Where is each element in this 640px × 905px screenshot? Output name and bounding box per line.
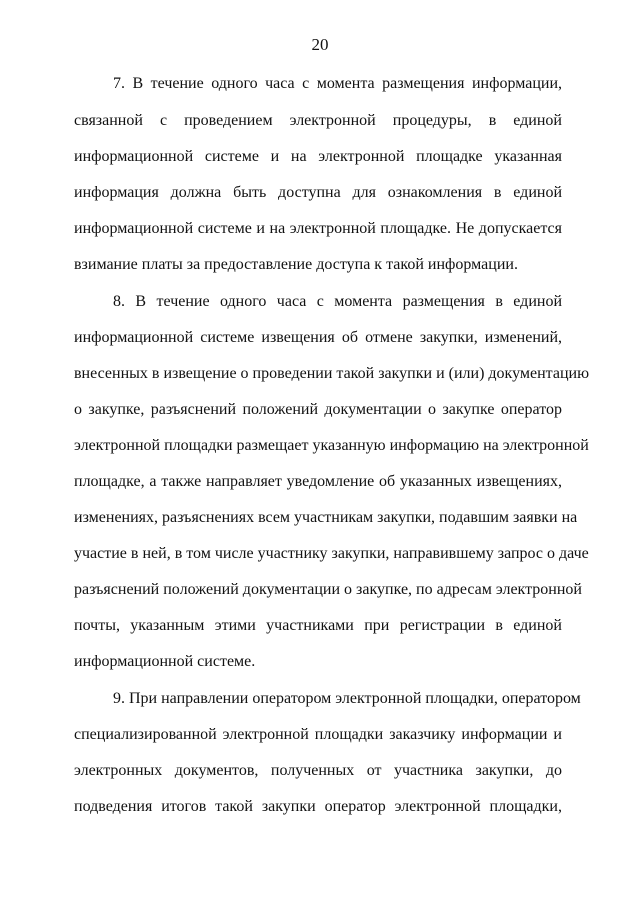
text-line: изменениях, разъяснениях всем участникам закупки, подавшим заявки на <box>74 509 578 526</box>
text-line: подведения итогов такой закупки оператор электронной площадки, <box>74 798 562 815</box>
text-line: электронных документов, полученных от участника закупки, до <box>74 762 562 779</box>
text-line: информационной системе. <box>74 653 256 670</box>
text-line: внесенных в извещение о проведении такой закупки и (или) документацию <box>74 365 590 382</box>
text-line: 8. В течение одного часа с момента размещения в единой <box>113 293 562 310</box>
text-line: взимание платы за предоставление доступа к такой информации. <box>74 256 518 273</box>
text-line: участие в ней, в том числе участнику закупки, направившему запрос о даче <box>74 545 589 562</box>
text-line: информационной системе извещения об отмене закупки, изменений, <box>74 329 562 346</box>
text-line: 7. В течение одного часа с момента размещения информации, <box>113 75 562 92</box>
text-line: разъяснений положений документации о закупке, по адресам электронной <box>74 581 582 598</box>
page-number: 20 <box>311 35 329 54</box>
text-line: информационной системе и на электронной площадке. Не допускается <box>74 220 562 237</box>
text-line: информационной системе и на электронной площадке указанная <box>74 148 562 165</box>
text-line: связанной с проведением электронной процедуры, в единой <box>74 112 562 129</box>
text-line: площадке, а также направляет уведомление об указанных извещениях, <box>74 473 562 490</box>
text-line: о закупке, разъяснений положений документации о закупке оператор <box>74 401 562 418</box>
text-line: 9. При направлении оператором электронной площадки, оператором <box>113 690 581 707</box>
text-line: почты, указанным этими участниками при регистрации в единой <box>74 617 562 634</box>
text-line: информация должна быть доступна для ознакомления в единой <box>74 184 562 201</box>
text-line: электронной площадки размещает указанную информацию на электронной <box>74 437 589 454</box>
text-line: специализированной электронной площадки заказчику информации и <box>74 726 562 743</box>
